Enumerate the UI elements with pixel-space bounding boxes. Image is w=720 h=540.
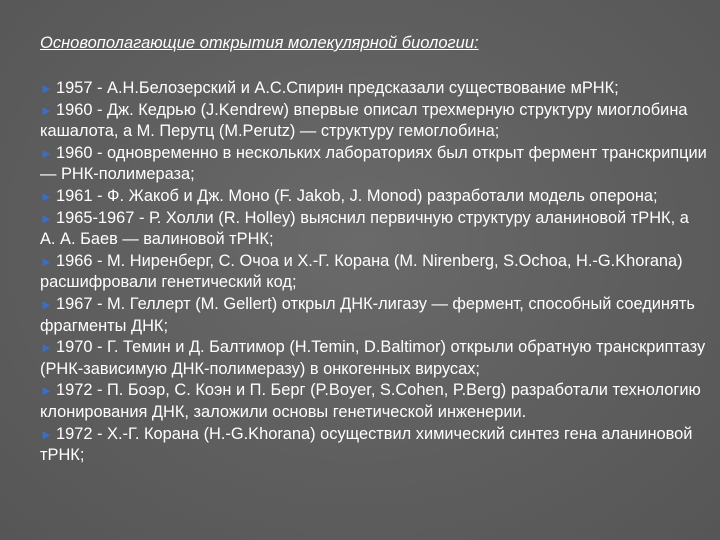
triangle-bullet-icon: ► — [40, 210, 53, 226]
list-item — [40, 424, 708, 467]
triangle-bullet-icon: ► — [40, 81, 53, 96]
triangle-bullet-icon: ► — [40, 145, 53, 161]
list-item-text: 1961 - Ф. Жакоб и Дж. Моно (F. Jakob, J. Monod) разработали модель оперона; — [56, 186, 658, 205]
list-item-text: 1960 - одновременно в нескольких лабораториях был открыт фермент транскрипции — РНК-полимераза; — [40, 143, 707, 184]
list-item — [40, 380, 708, 423]
list-item-text: 1972 - Х.-Г. Корана (H.-G.Khorana) осуществил химический синтез гена аланиновой тРНК; — [40, 424, 693, 465]
triangle-bullet-icon: ► — [40, 340, 53, 356]
list-item-text: 1967 - М. Геллерт (M. Gellert) открыл ДНК-лигазу — фермент, способный соединять фрагменты ДНК; — [40, 294, 695, 335]
list-item — [40, 143, 708, 186]
list-item-text: 1970 - Г. Темин и Д. Балтимор (H.Temin, D.Baltimor) открыли обратную транскриптазу (РНК-зависимую ДНК-полимеразу) в онкогенных вирусах; — [40, 338, 706, 378]
list-item — [40, 337, 708, 380]
triangle-bullet-icon: ► — [40, 296, 53, 312]
triangle-bullet-icon: ► — [40, 188, 53, 204]
triangle-bullet-icon: ► — [40, 426, 53, 442]
list-item — [40, 186, 708, 208]
triangle-bullet-icon: ► — [40, 383, 53, 399]
list-item — [40, 251, 708, 294]
triangle-bullet-icon: ► — [40, 102, 53, 118]
triangle-bullet-icon: ► — [40, 253, 53, 269]
list-item — [40, 100, 708, 143]
list-item-text: 1960 - Дж. Кедрью (J.Kendrew) впервые описал трехмерную структуру миоглобина кашалота, а М. Перутц (M.Perutz) — структуру гемоглобина; — [40, 100, 688, 141]
list-item — [40, 208, 708, 251]
discovery-list — [40, 78, 708, 467]
list-item-text: 1965-1967 - Р. Холли (R. Holley) выяснил первичную структуру аланиновой тРНК, а А. А. Баев — валиновой тРНК; — [40, 208, 689, 249]
list-item — [40, 294, 708, 337]
list-item — [40, 78, 708, 100]
list-item-text: 1966 - М. Ниренберг, С. Очоа и Х.-Г. Корана (M. Nirenberg, S.Ochoa, H.-G.Khorana) расшифровали генетический код; — [40, 251, 683, 292]
list-item-text: 1957 - А.Н.Белозерский и А.С.Спирин предсказали существование мРНК; — [56, 79, 619, 97]
list-item-text: 1972 - П. Боэр, С. Коэн и П. Берг (P.Boyer, S.Cohen, P.Berg) разработали технологию клонирования ДНК, заложили основы генетической инженерии. — [40, 381, 701, 421]
slide-title: Основополагающие открытия молекулярной биологии: — [40, 34, 479, 52]
